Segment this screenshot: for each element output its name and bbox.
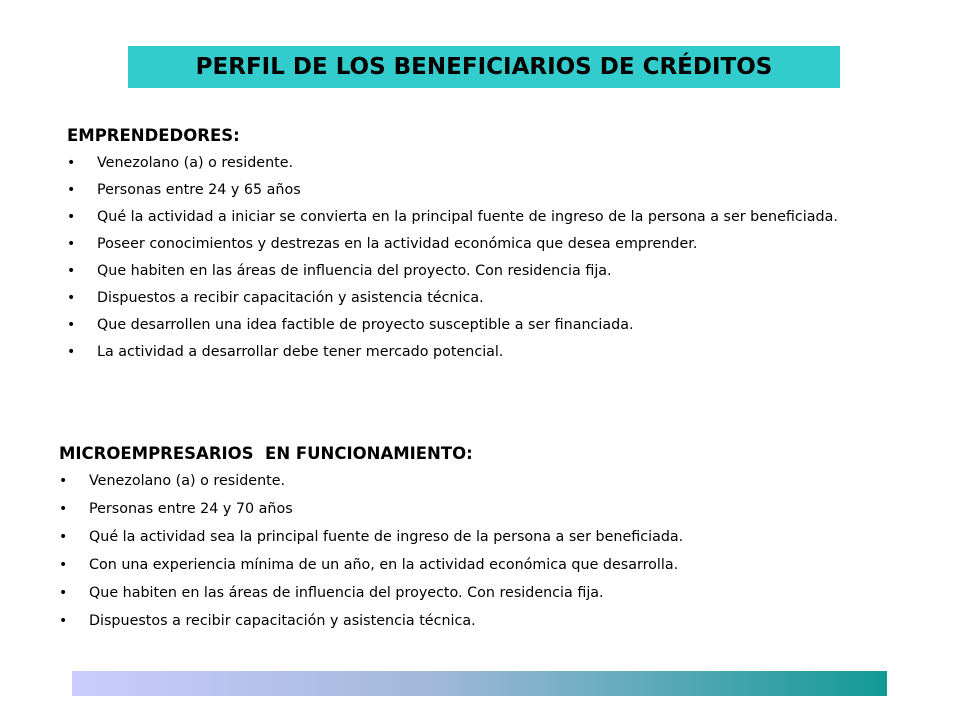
list-item-text: Qué la actividad a iniciar se convierta en la principal fuente de ingreso de la persona a ser beneficiada. [97, 209, 838, 225]
list-item-text: Que desarrollen una idea factible de proyecto susceptible a ser financiada. [97, 317, 634, 333]
list-item [67, 207, 857, 227]
bullet-icon: • [59, 585, 68, 601]
bullet-icon: • [59, 529, 68, 545]
list-item-text: Que habiten en las áreas de influencia del proyecto. Con residencia fija. [97, 263, 612, 279]
list-item [67, 315, 857, 335]
list-item [67, 234, 857, 254]
section-microempresarios [59, 444, 849, 639]
bullet-icon: • [67, 317, 76, 333]
bullet-icon: • [59, 501, 68, 517]
list-item [67, 342, 857, 362]
list-item [59, 471, 849, 491]
bullet-icon: • [67, 155, 76, 171]
list-item-text: Dispuestos a recibir capacitación y asistencia técnica. [97, 290, 484, 306]
list-item-text: Personas entre 24 y 70 años [89, 501, 293, 517]
bullet-icon: • [59, 613, 68, 629]
footer-gradient-bar [72, 671, 887, 696]
list-item-text: Con una experiencia mínima de un año, en la actividad económica que desarrolla. [89, 557, 679, 573]
list-item [67, 180, 857, 200]
list-item [59, 555, 849, 575]
section-heading-emprendedores: EMPRENDEDORES: [67, 126, 240, 145]
section-heading-microempresarios: MICROEMPRESARIOS EN FUNCIONAMIENTO: [59, 444, 473, 463]
list-item-text: Qué la actividad sea la principal fuente de ingreso de la persona a ser beneficiada. [89, 529, 684, 545]
list-item [67, 261, 857, 281]
list-item-text: Poseer conocimientos y destrezas en la actividad económica que desea emprender. [97, 236, 698, 252]
bullet-icon: • [59, 557, 68, 573]
bullet-icon: • [67, 344, 76, 360]
list-item-text: Venezolano (a) o residente. [89, 473, 286, 489]
page-title: PERFIL DE LOS BENEFICIARIOS DE CRÉDITOS [195, 54, 773, 80]
list-item-text: Dispuestos a recibir capacitación y asistencia técnica. [89, 613, 476, 629]
bullet-icon: • [67, 290, 76, 306]
bullet-icon: • [67, 263, 76, 279]
section-emprendedores [67, 126, 857, 369]
microempresarios-list [59, 471, 849, 631]
bullet-icon: • [67, 236, 76, 252]
list-item [67, 288, 857, 308]
list-item [59, 583, 849, 603]
list-item-text: Venezolano (a) o residente. [97, 155, 294, 171]
bullet-icon: • [67, 182, 76, 198]
list-item-text: La actividad a desarrollar debe tener mercado potencial. [97, 344, 504, 360]
list-item-text: Personas entre 24 y 65 años [97, 182, 301, 198]
title-banner [128, 46, 840, 88]
bullet-icon: • [67, 209, 76, 225]
list-item-text: Que habiten en las áreas de influencia del proyecto. Con residencia fija. [89, 585, 604, 601]
list-item [67, 153, 857, 173]
emprendedores-list [67, 153, 857, 362]
list-item [59, 527, 849, 547]
bullet-icon: • [59, 473, 68, 489]
list-item [59, 499, 849, 519]
list-item [59, 611, 849, 631]
